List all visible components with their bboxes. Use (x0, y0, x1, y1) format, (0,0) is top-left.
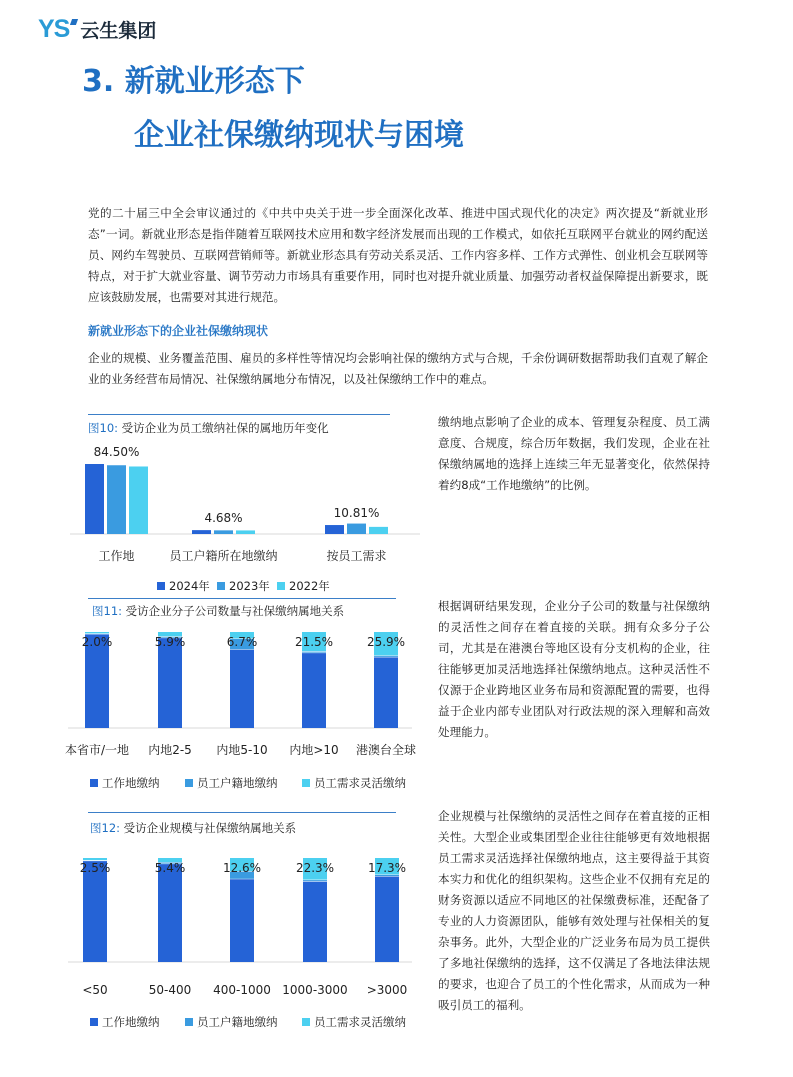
chart10-bar (369, 527, 388, 534)
chart12 (60, 840, 420, 1040)
chart10-bar (236, 530, 255, 534)
chart10-tick-label: 按员工需求 (326, 549, 387, 563)
chart11-tick-label: 内地>10 (289, 743, 339, 757)
chart12-bar-segment (303, 881, 327, 962)
chart11-bar-segment (158, 638, 182, 728)
chart10-bar (347, 524, 366, 534)
side-paragraph-2: 根据调研结果发现，企业分子公司的数量与社保缴纳的灵活性之间存在着直接的关联。拥有众多分子公司，尤其是在港澳台等地区设有分支机构的企业，往往能够更加灵活地选择社保缴纳地点。这种灵活性不仅源于企业跨地区业务布局和资源配置的需要，也得益于企业内部专业团队对行政法规的深入理解和高效处理能力。 (438, 599, 710, 739)
chart11-data-label: 2.0% (81, 635, 113, 649)
chart10-bar (214, 530, 233, 534)
chart12-data-label: 22.3% (295, 861, 335, 875)
chart10-data-label: 4.68% (204, 511, 243, 526)
chart10 (60, 438, 430, 598)
chart11-tick-label: 本省市/一地 (64, 743, 130, 757)
chart11-tick-label: 港澳台全球 (355, 743, 417, 757)
chart12-bar-segment (158, 864, 182, 962)
chart11-data-label: 21.5% (294, 635, 334, 649)
chart11-legend-label: 员工户籍地缴纳 (197, 776, 278, 790)
section-title-line2: 企业社保缴纳现状与困境 (134, 118, 464, 153)
chart10-fig-label: 图10: (88, 421, 119, 435)
chart10-title-text: 受访企业为员工缴纳社保的属地历年变化 (121, 421, 329, 435)
chart10-legend-label: 2024年 (169, 579, 210, 593)
chart12-bar-segment (375, 876, 399, 962)
chart11-fig-label: 图11: (92, 604, 123, 618)
chart12-legend-swatch (90, 1018, 98, 1026)
chart10-bar (325, 525, 344, 534)
chart10-bar (107, 465, 126, 534)
chart11-legend-swatch (90, 779, 98, 787)
brand-logo (38, 14, 156, 44)
section-title-line1: 3. 新就业形态下 (82, 64, 305, 99)
side-paragraph-1: 缴纳地点影响了企业的成本、管理复杂程度、员工满意度、合规度，综合历年数据，我们发现，企业在社保缴纳属地的选择上连续三年无显著变化，依然保持着约8成“工作地缴纳”的比例。 (438, 415, 710, 492)
chart12-tick-label: 50-400 (148, 983, 192, 997)
chart12-tick-label: 1000-3000 (282, 983, 348, 997)
chart12-bar-segment (83, 858, 107, 860)
chart11-title-text: 受访企业分子公司数量与社保缴纳属地关系 (125, 604, 345, 618)
side-paragraph-3: 企业规模与社保缴纳的灵活性之间存在着直接的正相关性。大型企业或集团型企业往往能够更有效地根据员工需求灵活选择社保缴纳地点，这主要得益于其资本实力和优化的组织架构。这些企业不仅拥有充足的财务资源以适应不同地区的社保缴费标准，还配备了专业的人力资源团队，能够有效处理与社保相关的复杂事务。此外，大型企业的广泛业务布局为员工提供了多地社保缴纳的选择，这不仅满足了各地法律法规的要求，也迎合了员工的个性化需求，从而成为一种吸引员工的福利。 (438, 809, 710, 1012)
chart11-data-label: 5.9% (154, 635, 186, 649)
chart10-tick-label: 员工户籍所在地缴纳 (169, 549, 278, 563)
chart11-data-label: 25.9% (366, 635, 406, 649)
chart10-tick-label: 工作地 (98, 549, 135, 563)
chart12-legend-swatch (302, 1018, 310, 1026)
logo-mark: YS (38, 14, 70, 43)
chart12-tick-label: 400-1000 (213, 983, 271, 997)
chart11-bar-segment (85, 632, 109, 633)
chart11 (60, 622, 420, 800)
chart11-top-rule (88, 598, 396, 599)
chart12-title-text: 受访企业规模与社保缴纳属地关系 (123, 821, 297, 835)
chart11-legend-label: 工作地缴纳 (102, 776, 160, 790)
chart12-top-rule (88, 812, 396, 813)
chart12-fig-label: 图12: (90, 821, 121, 835)
chart12-data-label: 17.3% (367, 861, 407, 875)
chart12-data-label: 12.6% (222, 861, 262, 875)
chart11-legend-swatch (302, 779, 310, 787)
chart12-legend-swatch (185, 1018, 193, 1026)
chart10-legend-swatch (217, 582, 225, 590)
chart12-legend-label: 员工需求灵活缴纳 (314, 1015, 406, 1029)
chart11-bar-segment (230, 649, 254, 728)
chart11-bar-segment (374, 657, 398, 728)
chart12-bar-segment (83, 861, 107, 962)
chart12-tick-label: >3000 (366, 983, 408, 997)
chart12-title (90, 820, 296, 836)
subheading: 新就业形态下的企业社保缴纳现状 (88, 324, 269, 338)
chart12-data-label: 5.4% (154, 861, 186, 875)
chart12-data-label: 2.5% (79, 861, 111, 875)
chart10-legend-swatch (277, 582, 285, 590)
chart10-title (88, 420, 329, 436)
intro-paragraph: 党的二十届三中全会审议通过的《中共中央关于进一步全面深化改革、推进中国式现代化的决定》两次提及“新就业形态”一词。新就业形态是指伴随着互联网技术应用和数字经济发展而出现的工作模式，如依托互联网平台就业的网约配送员、网约车驾驶员、互联网营销师等。新就业形态具有劳动关系灵活、工作内容多样、工作方式弹性、创业机会互联网等特点，对于扩大就业容量、调节劳动力市场具有重要作用，同时也对提升就业质量、加强劳动者权益保障提出新要求，既应该鼓励发展，也需要对其进行规范。 (88, 206, 708, 304)
chart12-tick-label: <50 (82, 983, 108, 997)
chart11-data-label: 6.7% (226, 635, 258, 649)
chart10-legend-label: 2023年 (229, 579, 270, 593)
logo-tick-icon (70, 19, 78, 25)
chart12-legend-label: 员工户籍地缴纳 (197, 1015, 278, 1029)
chart12-legend-label: 工作地缴纳 (102, 1015, 160, 1029)
chart11-tick-label: 内地2-5 (148, 743, 192, 757)
chart10-data-label: 84.50% (93, 445, 140, 459)
chart10-data-label: 10.81% (333, 506, 380, 521)
chart10-legend-label: 2022年 (289, 579, 330, 593)
chart11-title (92, 603, 344, 619)
chart10-bar (85, 464, 104, 534)
chart12-bar-segment (230, 879, 254, 962)
brand-name: 云生集团 (80, 19, 157, 42)
chart10-bar (192, 530, 211, 534)
survey-paragraph: 企业的规模、业务覆盖范围、雇员的多样性等情况均会影响社保的缴纳方式与合规，千余份调研数据帮助我们直观了解企业的业务经营布局情况、社保缴纳属地分布情况，以及社保缴纳工作中的难点。 (88, 351, 708, 386)
chart11-tick-label: 内地5-10 (216, 743, 268, 757)
chart11-legend-label: 员工需求灵活缴纳 (314, 776, 406, 790)
chart10-bar (129, 466, 148, 534)
chart10-top-rule (88, 414, 390, 415)
chart10-legend-swatch (157, 582, 165, 590)
chart11-bar-segment (302, 653, 326, 728)
chart11-legend-swatch (185, 779, 193, 787)
